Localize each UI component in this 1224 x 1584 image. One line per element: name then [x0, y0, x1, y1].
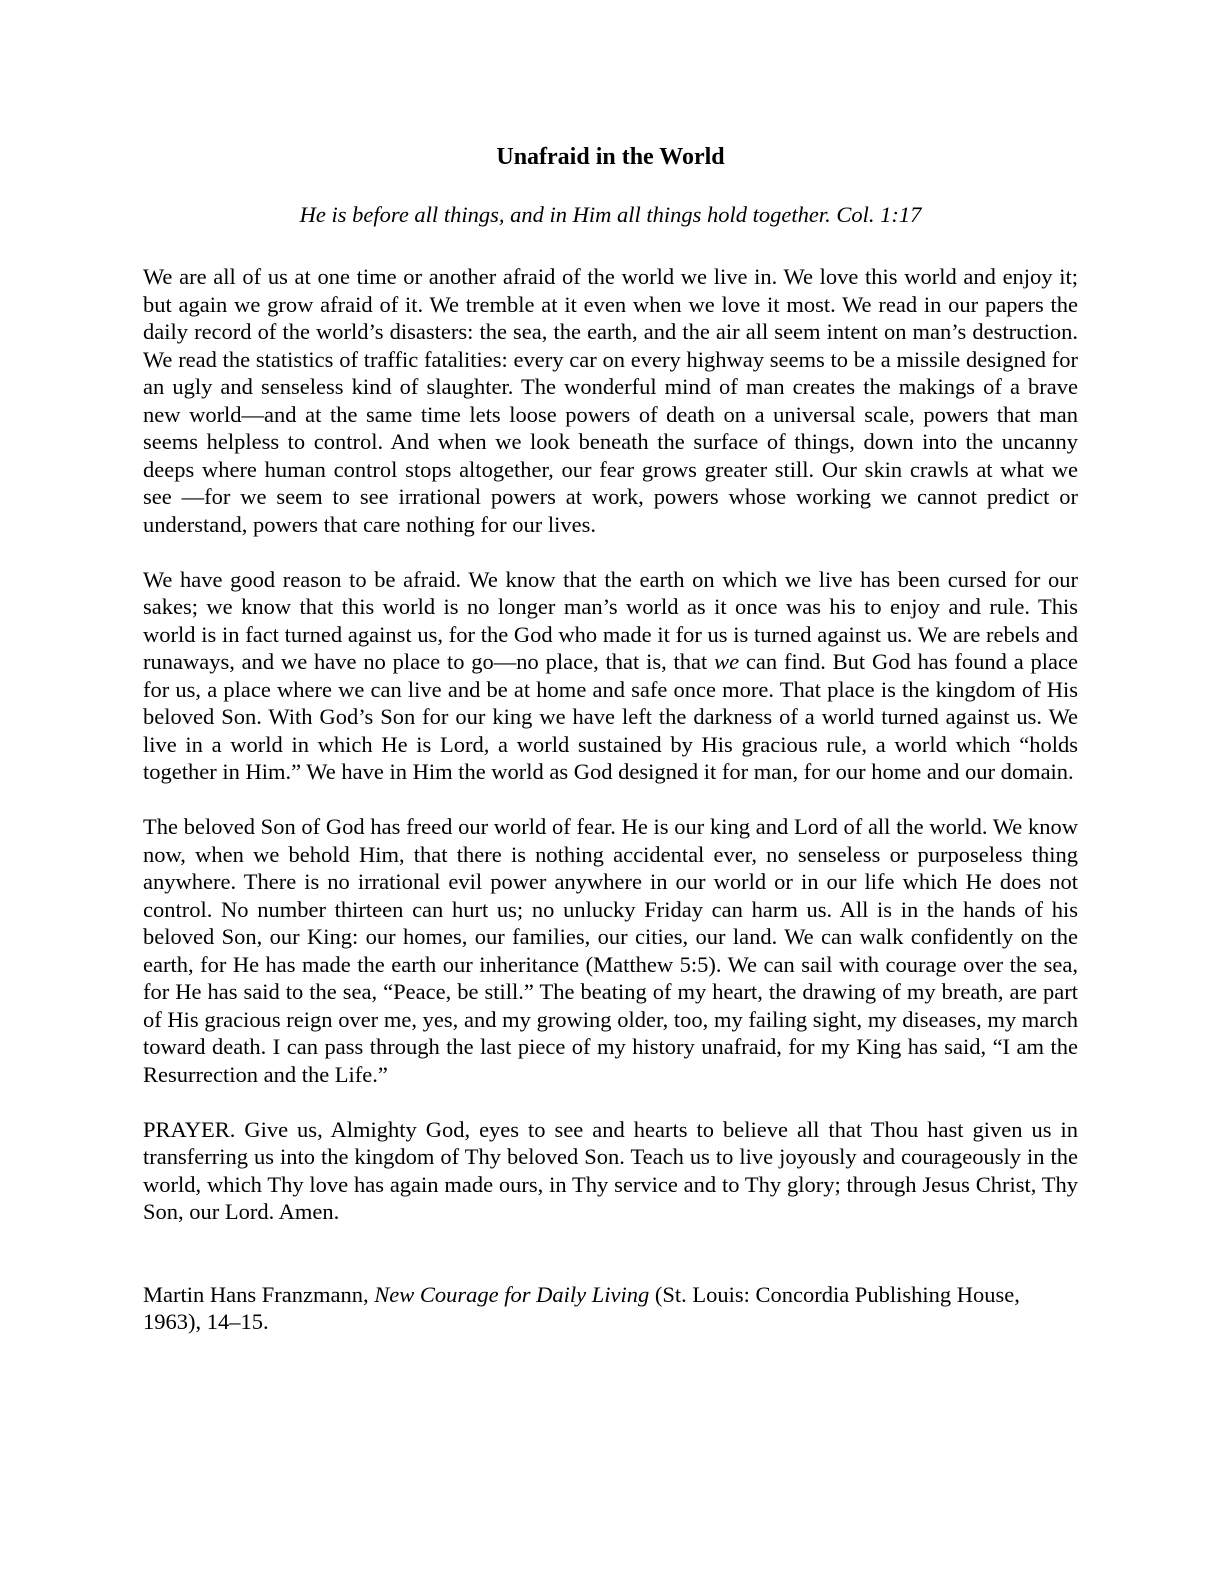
page-title: Unafraid in the World — [496, 144, 725, 170]
paragraph-1: We are all of us at one time or another afraid of the world we live in. We love this world and enjoy it; but again we grow afraid of it. We tremble at it even when we love it most. We read in our papers the daily record of the world’s disasters: the sea, the earth, and the air all seem intent on man’s destruction. We read the statistics of traffic fatalities: every car on every highway seems to be a missile designed for an ugly and senseless kind of slaughter. The wonderful mind of man creates the makings of a brave new world—and at the same time lets loose powers of death on a universal scale, powers that man seems helpless to control. And when we look beneath the surface of things, down into the uncanny deeps where human control stops altogether, our fear grows greater still. Our skin crawls at what we see —for we seem to see irrational powers at work, powers whose working we cannot predict or understand, powers that care nothing for our lives. — [143, 264, 1078, 537]
source-citation: Martin Hans Franzmann, New Courage for Daily Living (St. Louis: Concordia Publishing House, 1963), 14–15. — [143, 1281, 1020, 1334]
epigraph-verse: He is before all things, and in Him all things hold together. Col. 1:17 — [299, 202, 922, 227]
paragraph-2: We have good reason to be afraid. We know that the earth on which we live has been cursed for our sakes; we know that this world is no longer man’s world as it once was his to enjoy and rule. This world is in fact turned against us, for the God who made it for us is turned against us. We are rebels and runaways, and we have no place to go—no place, that is, that we can find. But God has found a place for us, a place where we can live and be at home and safe once more. That place is the kingdom of His beloved Son. With God’s Son for our king we have left the darkness of a world turned against us. We live in a world in which He is Lord, a world sustained by His gracious rule, a world which “holds together in Him.” We have in Him the world as God designed it for man, for our home and our domain. — [143, 566, 1078, 784]
paragraph-prayer: PRAYER. Give us, Almighty God, eyes to see and hearts to believe all that Thou hast given us in transferring us into the kingdom of Thy beloved Son. Teach us to live joyously and courageously in the world, which Thy love has again made ours, in Thy service and to Thy glory; through Jesus Christ, Thy Son, our Lord. Amen. — [143, 1116, 1078, 1224]
paragraph-3: The beloved Son of God has freed our world of fear. He is our king and Lord of all the world. We know now, when we behold Him, that there is nothing accidental ever, no senseless or purposeless thing anywhere. There is no irrational evil power anywhere in our world or in our life which He does not control. No number thirteen can hurt us; no unlucky Friday can harm us. All is in the hands of his beloved Son, our King: our homes, our families, our cities, our land. We can walk confidently on the earth, for He has made the earth our inheritance (Matthew 5:5). We can sail with courage over the sea, for He has said to the sea, “Peace, be still.” The beating of my heart, the drawing of my breath, are part of His gracious reign over me, yes, and my growing older, too, my failing sight, my diseases, my march toward death. I can pass through the last piece of my history unafraid, for my King has said, “I am the Resurrection and the Life.” — [143, 814, 1078, 1087]
